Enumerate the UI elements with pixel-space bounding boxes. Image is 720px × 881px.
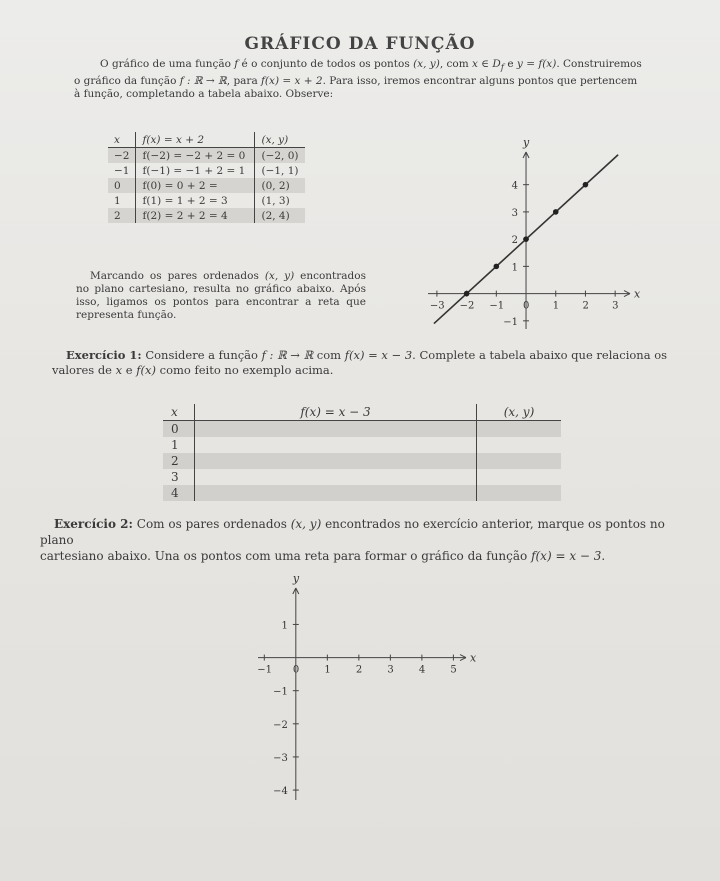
x-tick-label: 0 (292, 664, 300, 676)
page-title: GRÁFICO DA FUNÇÃO (244, 34, 476, 54)
y-axis-label: y (292, 574, 300, 585)
x-tick-label: −1 (489, 300, 505, 312)
x-tick-label: 3 (612, 300, 619, 312)
y-axis-label: y (523, 138, 530, 149)
y-tick-label: 1 (281, 620, 288, 632)
y-tick-label: 2 (511, 235, 519, 247)
y-tick-label: −4 (273, 786, 288, 798)
table-row: −2 f(−2) = −2 + 2 = 0 (−2, 0) (108, 148, 305, 164)
blank-cartesian-plane[interactable] (244, 574, 480, 814)
fx-cell[interactable] (195, 485, 477, 501)
table-row: 2 (163, 453, 561, 469)
table-row: 3 (163, 469, 561, 485)
data-point (494, 264, 500, 270)
xy-cell[interactable] (477, 485, 562, 501)
x-tick-label: 4 (418, 664, 426, 676)
y-tick-label: 1 (511, 262, 519, 274)
xy-cell[interactable] (477, 437, 562, 453)
x-tick-label: 5 (450, 664, 457, 676)
exercise-2: Exercício 2: Com os pares ordenados (x, y) encontrados no exercício anterior, marque os pontos no plano cartesiano abaixo. Una os pontos com uma reta para formar o gráfico da função f(x) = x − 3. (40, 517, 665, 563)
x-tick-label: 2 (355, 664, 363, 676)
fx-cell[interactable] (195, 437, 477, 453)
marcando-paragraph: Marcando os pares ordenados (x, y) encontrados no plano cartesiano, resulta no gráfico abaixo. Após isso, ligamos os pontos para encontrar a reta que representa função. (76, 270, 366, 321)
table-row: 0 (163, 421, 561, 438)
table-row: 4 (163, 485, 561, 501)
graph-f-x-plus-2 (414, 138, 644, 343)
y-tick-label: −3 (273, 752, 288, 764)
x-axis-label: x (634, 287, 641, 301)
x-axis-label: x (470, 651, 477, 665)
x-tick-label: 1 (552, 300, 560, 312)
fx-cell[interactable] (195, 453, 477, 469)
fx-cell[interactable] (195, 421, 477, 438)
xy-cell[interactable] (477, 453, 562, 469)
x-tick-label: −3 (429, 300, 445, 312)
table-header-row: x f(x) = x − 3 (x, y) (163, 404, 561, 421)
table-header-row: x f(x) = x + 2 (x, y) (108, 132, 305, 148)
x-tick-label: 3 (387, 664, 394, 676)
y-tick-label: −2 (273, 719, 288, 731)
xy-cell[interactable] (477, 469, 562, 485)
exercise-table (163, 404, 561, 501)
data-point (583, 182, 589, 188)
x-tick-label: −2 (459, 300, 475, 312)
y-tick-label: −1 (273, 686, 288, 698)
table-row: 0 f(0) = 0 + 2 = (0, 2) (108, 178, 305, 193)
x-tick-label: −1 (257, 664, 273, 676)
xy-cell[interactable] (477, 421, 562, 438)
x-tick-label: 1 (324, 664, 331, 676)
table-row: 1 f(1) = 1 + 2 = 3 (1, 3) (114, 194, 290, 207)
data-point (464, 291, 470, 297)
exercise-1: Exercício 1: Considere a função f : ℝ → ℝ com f(x) = x − 3. Complete a tabela abaixo que relaciona os valores de x e f(x) como feito no exemplo acima. (52, 348, 668, 377)
x-tick-label: 0 (523, 300, 530, 312)
y-tick-label: 3 (511, 207, 519, 219)
y-tick-label: −1 (503, 316, 519, 328)
intro-paragraph: O gráfico de uma função f é o conjunto de todos os pontos (x, y), com x ∈ $D_f$ e y = f(x). Construiremos o gráfico da função f : ℝ → ℝ, para f(x) = x + 2. Para isso, iremos encontrar alguns pontos que pertencem à função, completando a tabela abaixo. Observe: (74, 58, 642, 101)
table-row: −1 f(−1) = −1 + 2 = 1 (−1, 1) (114, 164, 299, 177)
table-row: 2 f(2) = 2 + 2 = 4 (2, 4) (108, 208, 305, 223)
data-point (523, 236, 529, 242)
example-table (108, 132, 305, 223)
x-tick-label: 2 (582, 300, 589, 312)
table-row: 1 (163, 437, 561, 453)
fx-cell[interactable] (195, 469, 477, 485)
data-point (553, 209, 559, 215)
y-tick-label: 4 (511, 180, 519, 192)
